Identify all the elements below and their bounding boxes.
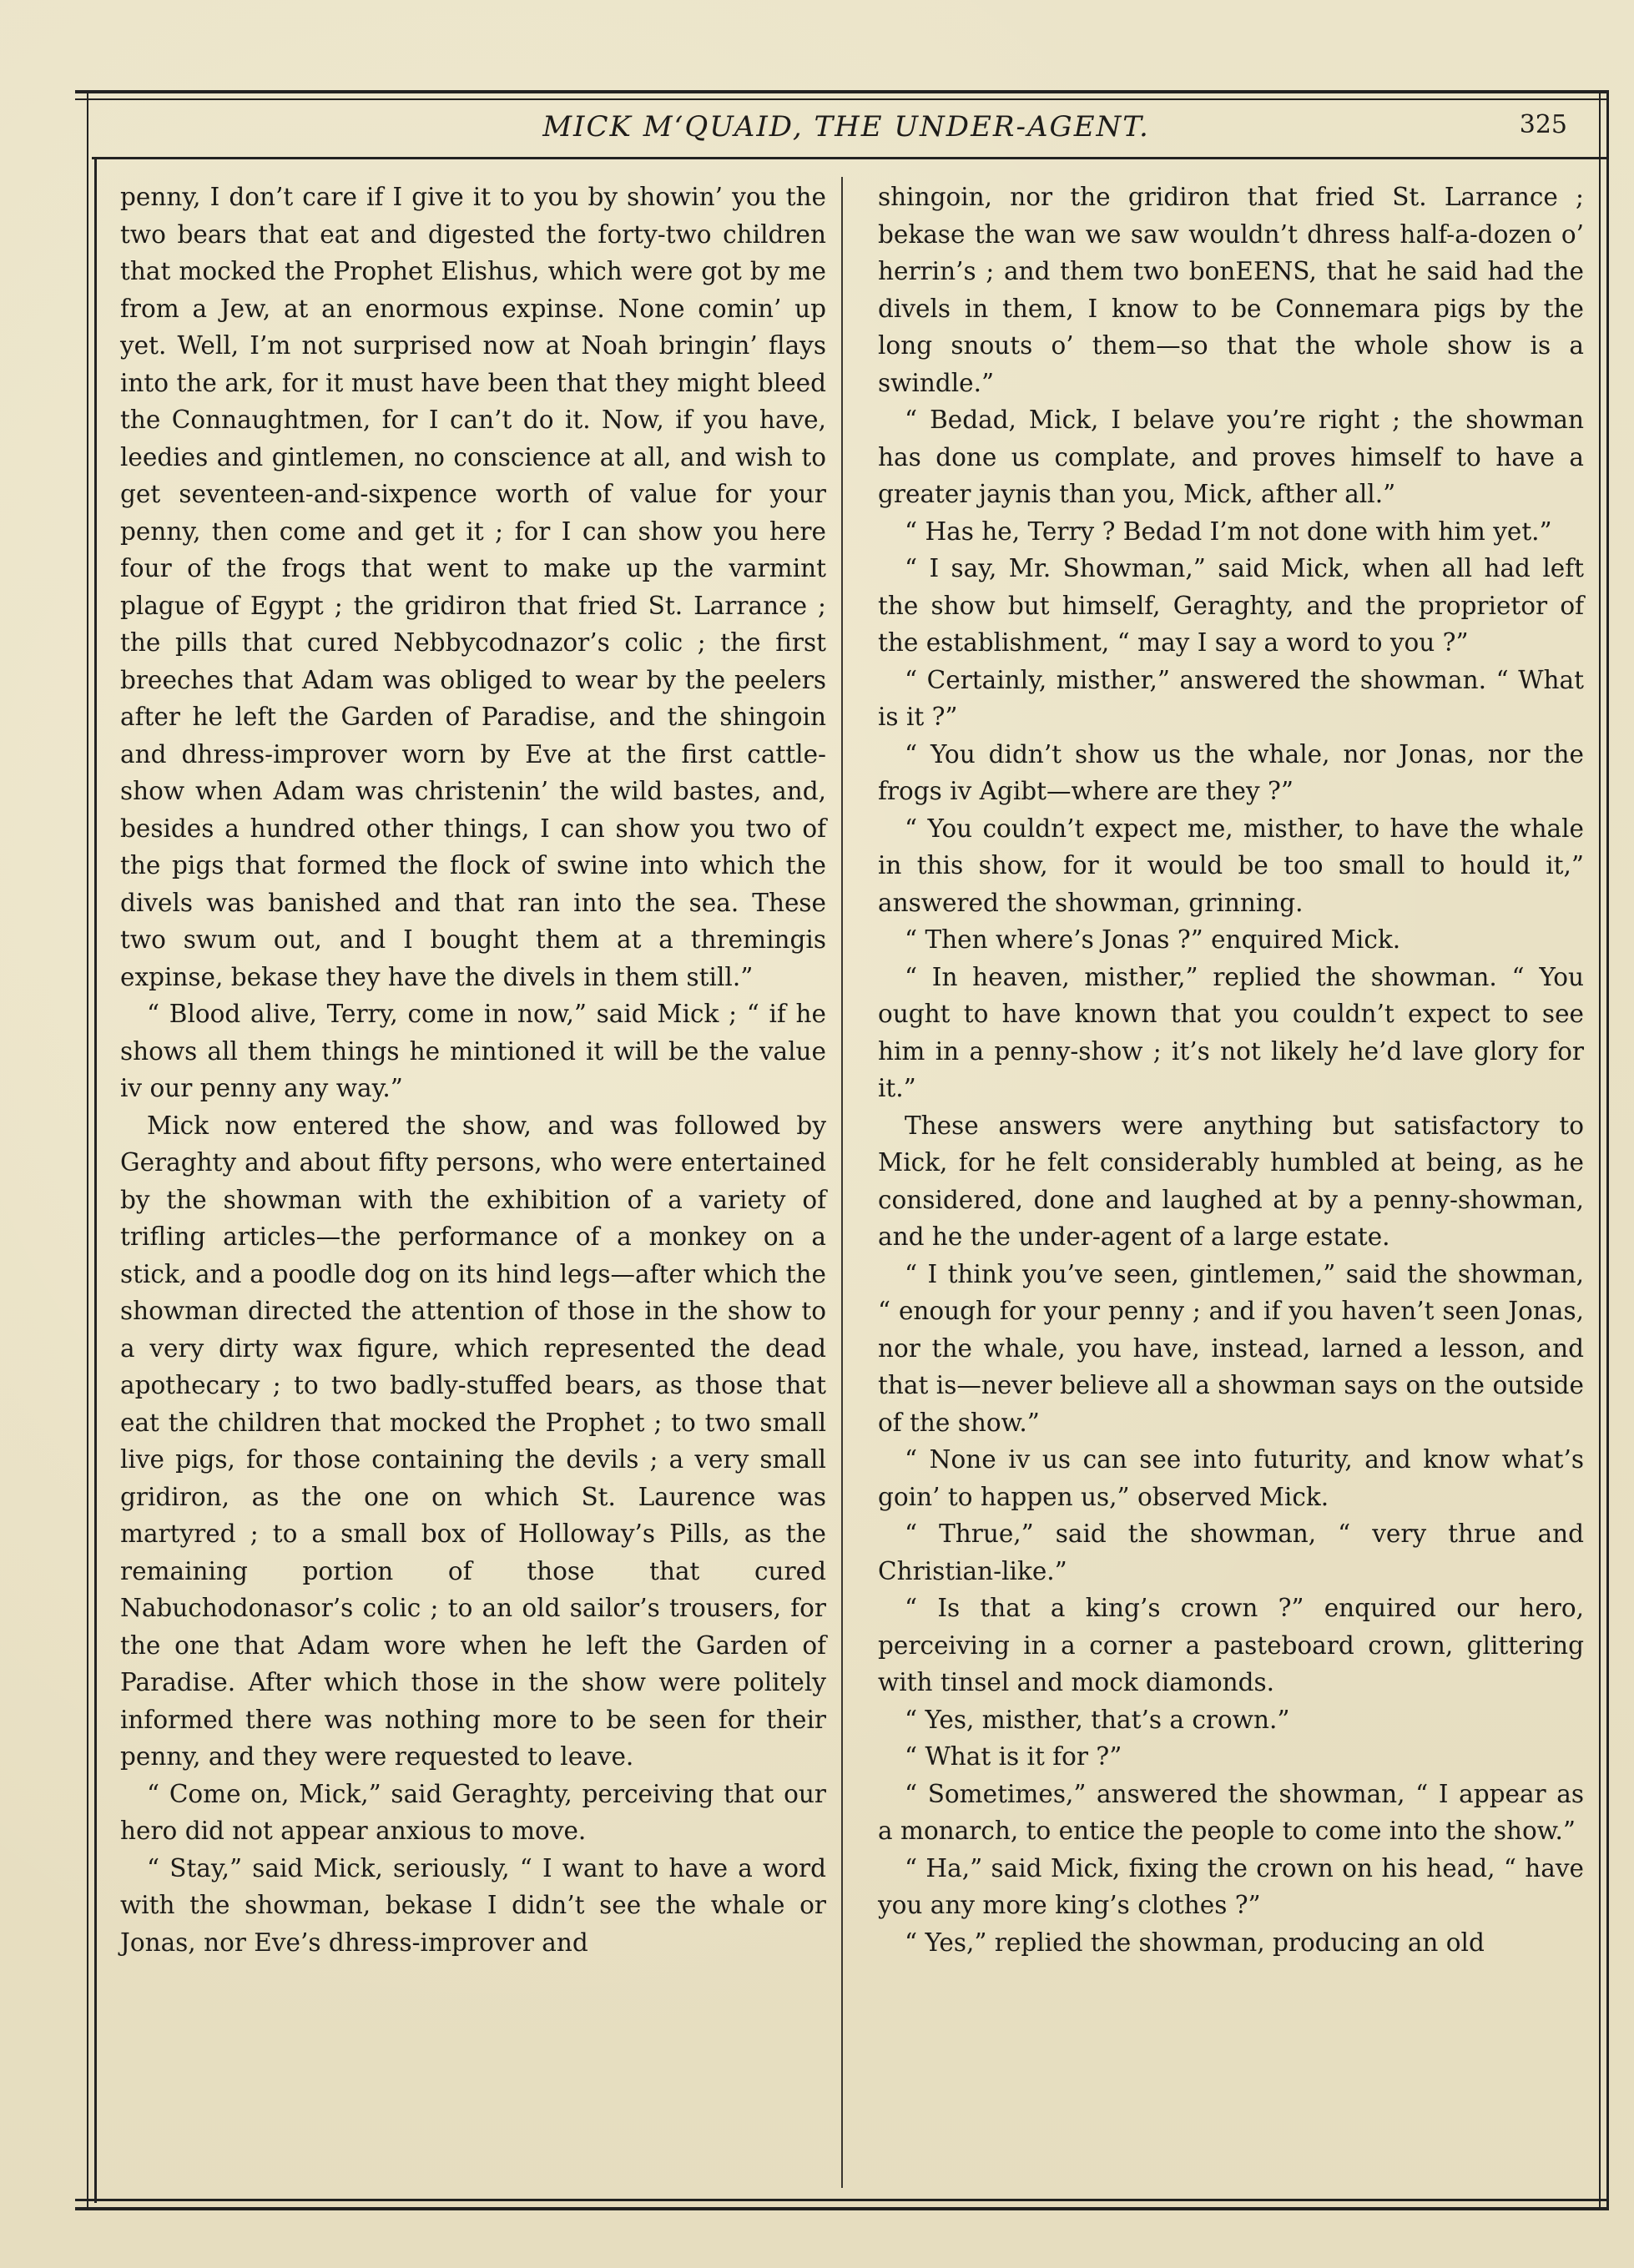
paragraph: “ Yes, misther, that’s a crown.” — [905, 1705, 1290, 1734]
right-column — [878, 179, 1584, 1961]
paragraph: penny, I don’t care if I give it to you by showin’ you the two bears that eat and digested the forty-two children that mocked the Prophet Elishus, which were got by me from a Jew, at an enormous expinse. None comin’ up yet. Well, I’m not surprised now at Noah bringin’ flays into the ark, for it must have been that they might bleed the Connaughtmen, for I can’t do it. Now, if you have, leedies and gintlemen, no conscience at all, and wish to get seventeen-and-sixpence worth of value for your penny, then come and get it ; for I can show you here four of the frogs that went to make up the varmint plague of Egypt ; the gridiron that fried St. Larrance ; the pills that cured Nebbycodnazor’s colic ; the first breeches that Adam was obliged to wear by the peelers after he left the Garden of Paradise, and the shingoin and dhress-improver worn by Eve at the first cattle-show when Adam was christenin’ the wild bastes, and, besides a hundred other things, I can show you two of the pigs that formed the flock of swine into which the divels was banished and that ran into the sea. These two swum out, and I bought them at a thremingis expinse, bekase they have the divels in them still.” — [120, 183, 826, 991]
header-rule — [92, 157, 1609, 159]
paragraph: These answers were anything but satisfactory to Mick, for he felt considerably humbled at being, as he considered, done and laughed at by a penny-showman, and he the under-agent of a large estate. — [878, 1111, 1584, 1251]
paragraph: “ Thrue,” said the showman, “ very thrue and Christian-like.” — [878, 1520, 1584, 1585]
paragraph: “ Bedad, Mick, I belave you’re right ; the showman has done us complate, and proves himself to have a greater jaynis than you, Mick, afther all.” — [878, 406, 1584, 508]
paragraph: “ What is it for ?” — [905, 1742, 1122, 1771]
bottom-rule-thin — [75, 2199, 1609, 2201]
paragraph: “ Sometimes,” answered the showman, “ I appear as a monarch, to entice the people to come into the show.” — [878, 1779, 1584, 1845]
top-rule-thick — [75, 90, 1609, 93]
paragraph: shingoin, nor the gridiron that fried St. Larrance ; bekase the wan we saw wouldn’t dhress half-a-dozen o’ herrin’s ; and them two bonEENS, that he said had the divels in them, I know to be Connemara pigs by the long snouts o’ them—so that the whole show is a swindle.” — [878, 183, 1584, 397]
paragraph: “ Blood alive, Terry, come in now,” said Mick ; “ if he shows all them things he mintioned it will be the value iv our penny any way.” — [120, 1000, 826, 1102]
paragraph: “ Is that a king’s crown ?” enquired our hero, perceiving in a corner a pasteboard crown, glittering with tinsel and mock diamonds. — [878, 1594, 1584, 1696]
paragraph: Mick now entered the show, and was followed by Geraghty and about fifty persons, who were entertained by the showman with the exhibition of a variety of trifling articles—the performance of a monkey on a stick, and a poodle dog on its hind legs—after which the showman directed the attention of those in the show to a very dirty wax figure, which represented the dead apothecary ; to two badly-stuffed bears, as those that eat the children that mocked the Prophet ; to two small live pigs, for those containing the devils ; a very small gridiron, as the one on which St. Laurence was martyred ; to a small box of Holloway’s Pills, as the remaining portion of those that cured Nabuchodonasor’s colic ; to an old sailor’s trousers, for the one that Adam wore when he left the Garden of Paradise. After which those in the show were politely informed there was nothing more to be seen for their penny, and they were requested to leave. — [120, 1111, 826, 1771]
paragraph: “ You couldn’t expect me, misther, to have the whale in this show, for it would be too small to hould it,” answered the showman, grinning. — [878, 814, 1584, 917]
paragraph: “ Certainly, misther,” answered the showman. “ What is it ?” — [878, 665, 1584, 731]
paragraph: “ Yes,” replied the showman, producing an old — [905, 1928, 1485, 1957]
bottom-rule-thick — [75, 2207, 1609, 2210]
paragraph: “ I say, Mr. Showman,” said Mick, when all had left the show but himself, Geraghty, and the proprietor of the establishment, “ may I say a word to you ?” — [878, 554, 1584, 657]
paragraph: “ Stay,” said Mick, seriously, “ I want to have a word with the showman, bekase I didn’t see the whale or Jonas, nor Eve’s dhress-improver and — [120, 1853, 826, 1957]
running-title: MICK M‘QUAID, THE UNDER-AGENT. — [542, 110, 1150, 144]
paragraph: “ Ha,” said Mick, fixing the crown on his head, “ have you any more king’s clothes ?” — [878, 1853, 1584, 1919]
page-number: 325 — [1519, 110, 1567, 139]
left-column — [120, 179, 826, 1961]
paragraph: “ Come on, Mick,” said Geraghty, perceiving that our hero did not appear anxious to move. — [120, 1779, 826, 1845]
paragraph: “ In heaven, misther,” replied the showman. “ You ought to have known that you couldn’t expect to see him in a penny-show ; it’s not likely he’d lave glory for it.” — [878, 962, 1584, 1102]
running-header — [108, 110, 1584, 152]
paragraph: “ I think you’ve seen, gintlemen,” said the showman, “ enough for your penny ; and if you haven’t seen Jonas, nor the whale, you have, instead, larned a lesson, and that is—never believe all a showman says on the outside of the show.” — [878, 1259, 1584, 1437]
top-rule-thin — [75, 98, 1609, 100]
right-inner-rule — [1599, 90, 1601, 2210]
paragraph: “ You didn’t show us the whale, nor Jonas, nor the frogs iv Agibt—where are they ?” — [878, 739, 1584, 805]
paragraph: “ None iv us can see into futurity, and know what’s goin’ to happen us,” observed Mick. — [878, 1445, 1584, 1511]
column-divider — [841, 177, 843, 2188]
paragraph: “ Then where’s Jonas ?” enquired Mick. — [905, 925, 1401, 954]
left-inner-rule — [94, 159, 97, 2203]
paragraph: “ Has he, Terry ? Bedad I’m not done with him yet.” — [905, 517, 1552, 546]
right-border-rule — [1606, 90, 1609, 2210]
left-border-rule — [87, 90, 88, 2210]
